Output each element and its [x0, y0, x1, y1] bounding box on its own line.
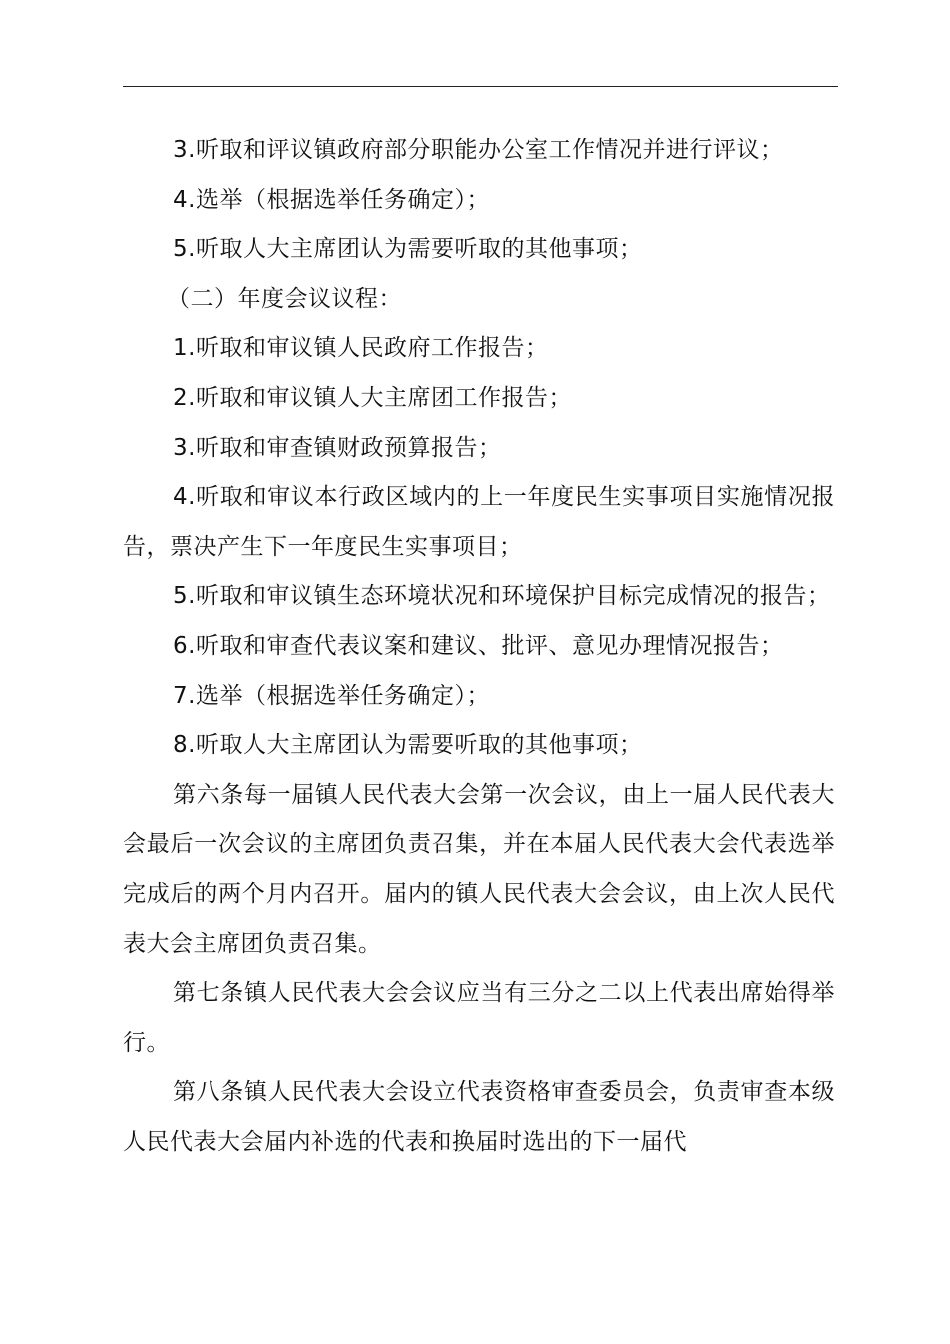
- document-body: [123, 126, 835, 1167]
- paragraph-item-5-other-matters: 5.听取人大主席团认为需要听取的其他事项；: [173, 236, 643, 263]
- paragraph-annual-item-4: 4.听取和审议本行政区域内的上一年度民生实事项目实施情况报告，票决产生下一年度民生实事项目；: [123, 484, 835, 560]
- header-rule: [123, 86, 838, 87]
- paragraph-annual-item-2: 2.听取和审议镇人大主席团工作报告；: [173, 384, 572, 411]
- paragraph-annual-item-6: 6.听取和审查代表议案和建议、批评、意见办理情况报告；: [173, 632, 784, 659]
- paragraph-annual-item-7: 7.选举（根据选举任务确定）；: [173, 682, 490, 709]
- paragraph-item-3-review-offices: 3.听取和评议镇政府部分职能办公室工作情况并进行评议；: [173, 137, 784, 163]
- section-heading-annual-agenda: （二）年度会议议程：: [167, 285, 402, 312]
- paragraph-annual-item-1: 1.听取和审议镇人民政府工作报告；: [173, 335, 549, 362]
- paragraph-annual-item-5: 5.听取和审议镇生态环境状况和环境保护目标完成情况的报告；: [173, 583, 831, 610]
- paragraph-article-6: 第六条每一届镇人民代表大会第一次会议，由上一届人民代表大会最后一次会议的主席团负责召集，并在本届人民代表大会代表选举完成后的两个月内召开。届内的镇人民代表大会会议，由上次人民代表大会主席团负责召集。: [123, 781, 835, 957]
- paragraph-article-7: 第七条镇人民代表大会会议应当有三分之二以上代表出席始得举行。: [123, 980, 835, 1056]
- paragraph-item-4-election: 4.选举（根据选举任务确定）；: [173, 186, 490, 213]
- paragraph-annual-item-3: 3.听取和审查镇财政预算报告；: [173, 434, 502, 461]
- paragraph-article-8: 第八条镇人民代表大会设立代表资格审查委员会，负责审查本级人民代表大会届内补选的代表和换届时选出的下一届代: [123, 1079, 835, 1155]
- paragraph-annual-item-8: 8.听取人大主席团认为需要听取的其他事项；: [173, 732, 643, 759]
